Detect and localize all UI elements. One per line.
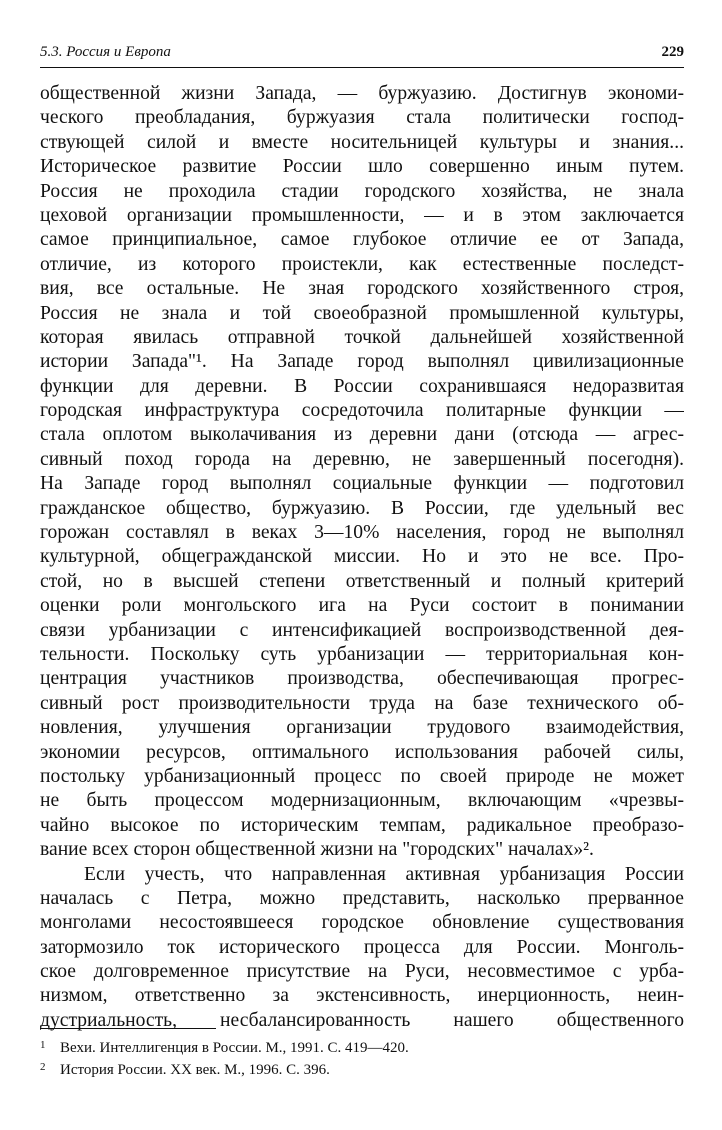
footnote-number: 1 bbox=[40, 1039, 46, 1051]
text-line: На Западе город выполнял социальные функции — подготовил bbox=[40, 473, 684, 495]
page-number: 229 bbox=[661, 44, 684, 60]
text-line: сивный рост производительности труда на базе технического об- bbox=[40, 692, 684, 714]
text-line: стала оплотом выколачивания из деревни дани (отсюда — агрес- bbox=[40, 424, 684, 446]
text-line: затормозило ток исторического процесса для России. Монголь- bbox=[40, 936, 684, 958]
text-line: стой, но в высшей степени ответственный и полный критерий bbox=[40, 570, 684, 592]
page-header bbox=[40, 40, 684, 62]
text-line: экономии ресурсов, оптимального использования рабочей силы, bbox=[40, 741, 684, 763]
text-line: горожан составлял в веках 3—10% населения, город не выполнял bbox=[40, 522, 684, 544]
text-line: сивный поход города на деревню, не завершенный посегодня). bbox=[40, 448, 684, 470]
footnote-number: 2 bbox=[40, 1061, 46, 1073]
text-line: ческого преобладания, буржуазия стала политически господ- bbox=[40, 107, 684, 129]
text-line: функции для деревни. В России сохранившаяся недоразвитая bbox=[40, 375, 684, 397]
text-line: цеховой организации промышленности, — и в этом заключается bbox=[40, 204, 684, 226]
text-line: общественной жизни Запада, — буржуазию. Достигнув экономи- bbox=[40, 83, 684, 104]
running-title: 5.3. Россия и Европа bbox=[40, 44, 171, 60]
text-line: гражданское общество, буржуазию. В России, где удельный вес bbox=[40, 497, 684, 519]
footnote bbox=[40, 1059, 684, 1081]
paragraph-last-line: вание всех сторон общественной жизни на "городских" началах»². bbox=[40, 839, 594, 861]
text-line: связи урбанизации с интенсификацией воспроизводственной дея- bbox=[40, 619, 684, 641]
text-line: новления, улучшения организации трудового взаимодействия, bbox=[40, 717, 684, 739]
text-line: культурной, общегражданской миссии. Но и это не все. Про- bbox=[40, 546, 684, 568]
text-line: истории Запада"¹. На Западе город выполнял цивилизационные bbox=[40, 351, 684, 373]
body-text bbox=[40, 82, 684, 1033]
footnotes bbox=[40, 1037, 684, 1081]
text-line: ствующей силой и вместе носительницей культуры и знания... bbox=[40, 131, 684, 153]
text-line: ское долговременное присутствие на Руси, несовместимое с урба- bbox=[40, 961, 684, 983]
footnote-rule bbox=[40, 1028, 216, 1029]
text-line: городская инфраструктура сосредоточила политарные функции — bbox=[40, 400, 684, 422]
text-line: центрация участников производства, обеспечивающая прогрес- bbox=[40, 668, 684, 690]
header-rule bbox=[40, 67, 684, 68]
text-line: низмом, ответственно за экстенсивность, инерционность, неин- bbox=[40, 985, 684, 1007]
text-line: не быть процессом модернизационным, включающим «чрезвы- bbox=[40, 790, 684, 812]
text-line: монголами несостоявшееся городское обновление существования bbox=[40, 912, 684, 934]
text-line: началась с Петра, можно представить, насколько прерванное bbox=[40, 887, 684, 909]
text-line: дустриальность, несбалансированность нашего общественного bbox=[40, 1009, 684, 1031]
text-line: постольку урбанизационный процесс по своей природе не может bbox=[40, 765, 684, 787]
text-line: Россия не знала и той своеобразной промышленной культуры, bbox=[40, 302, 684, 324]
paragraph-first-line: Если учесть, что направленная активная урбанизация России bbox=[84, 863, 684, 885]
text-line: отличие, из которого проистекли, как естественные последст- bbox=[40, 253, 684, 275]
footnote-text: Вехи. Интеллигенция в России. М., 1991. С. 419—420. bbox=[60, 1040, 409, 1056]
text-line: чайно высокое по историческим темпам, радикальное преобразо- bbox=[40, 814, 684, 836]
text-line: которая явилась отправной точкой дальнейшей хозяйственной bbox=[40, 326, 684, 348]
text-line: самое принципиальное, самое глубокое отличие ее от Запада, bbox=[40, 229, 684, 251]
text-line: Россия не проходила стадии городского хозяйства, не знала bbox=[40, 180, 684, 202]
footnote-text: История России. XX век. М., 1996. С. 396. bbox=[60, 1062, 330, 1078]
text-line: вия, все остальные. Не зная городского хозяйственного строя, bbox=[40, 278, 684, 300]
text-line: тельности. Поскольку суть урбанизации — территориальная кон- bbox=[40, 643, 684, 665]
text-line: оценки роли монгольского ига на Руси состоит в понимании bbox=[40, 595, 684, 617]
text-line: Историческое развитие России шло совершенно иным путем. bbox=[40, 156, 684, 178]
footnote bbox=[40, 1037, 684, 1059]
